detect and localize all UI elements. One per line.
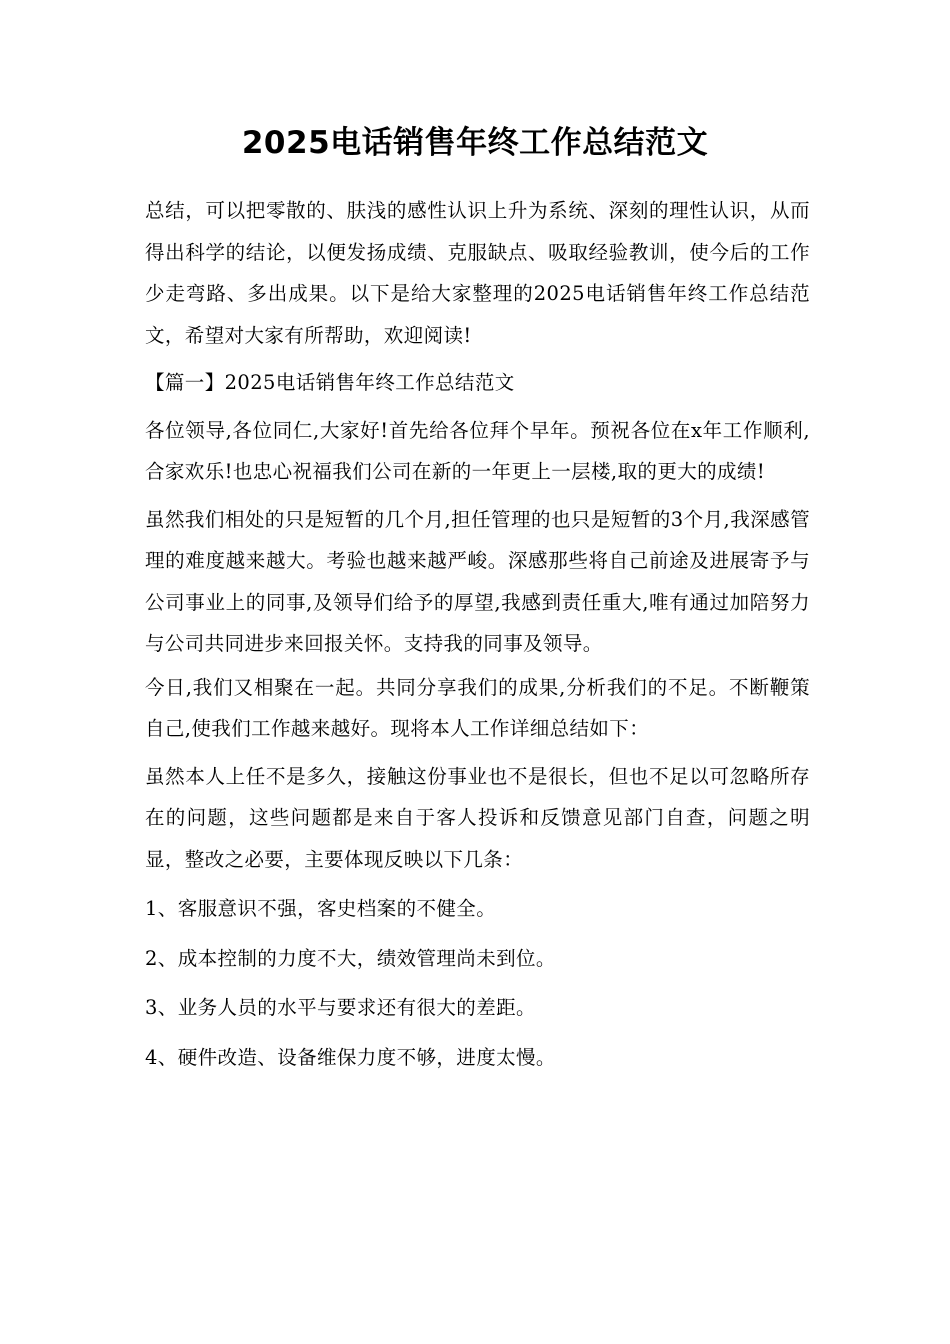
reflection-paragraph: 虽然我们相处的只是短暂的几个月,担任管理的也只是短暂的3个月,我深感管理的难度越来越大。考验也越来越严峻。深感那些将自己前途及进展寄予与公司事业上的同事,及领导们给予的厚望,我感到责任重大,唯有通过加陪努力与公司共同进步来回报关怀。支持我的同事及领导。 — [145, 507, 810, 655]
gathering-paragraph: 今日,我们又相聚在一起。共同分享我们的成果,分析我们的不足。不断鞭策自己,使我们工作越来越好。现将本人工作详细总结如下： — [145, 675, 810, 740]
list-item: 4、硬件改造、设备维保力度不够，进度太慢。 — [145, 1045, 556, 1069]
document-title: 2025电话销售年终工作总结范文 — [241, 125, 709, 161]
list-item: 1、客服意识不强，客史档案的不健全。 — [145, 897, 497, 920]
greeting-paragraph: 各位领导,各位同仁,大家好!首先给各位拜个早年。预祝各位在x年工作顺利,合家欢乐!也忠心祝福我们公司在新的一年更上一层楼,取的更大的成绩! — [145, 418, 810, 483]
issues-intro-paragraph: 虽然本人上任不是多久，接触这份事业也不是很长，但也不足以可忽略所存在的问题，这些问题都是来自于客人投诉和反馈意见部门自查，问题之明显，整改之必要，主要体现反映以下几条： — [145, 764, 810, 871]
list-item: 3、业务人员的水平与要求还有很大的差距。 — [145, 996, 536, 1019]
document-body — [145, 190, 810, 1086]
list-item: 2、成本控制的力度不大，绩效管理尚未到位。 — [145, 946, 556, 970]
section-heading: 【篇一】2025电话销售年终工作总结范文 — [145, 371, 515, 394]
intro-paragraph: 总结，可以把零散的、肤浅的感性认识上升为系统、深刻的理性认识，从而得出科学的结论，以便发扬成绩、克服缺点、吸取经验教训，使今后的工作少走弯路、多出成果。以下是给大家整理的2025电话销售年终工作总结范文，希望对大家有所帮助，欢迎阅读! — [145, 199, 810, 347]
